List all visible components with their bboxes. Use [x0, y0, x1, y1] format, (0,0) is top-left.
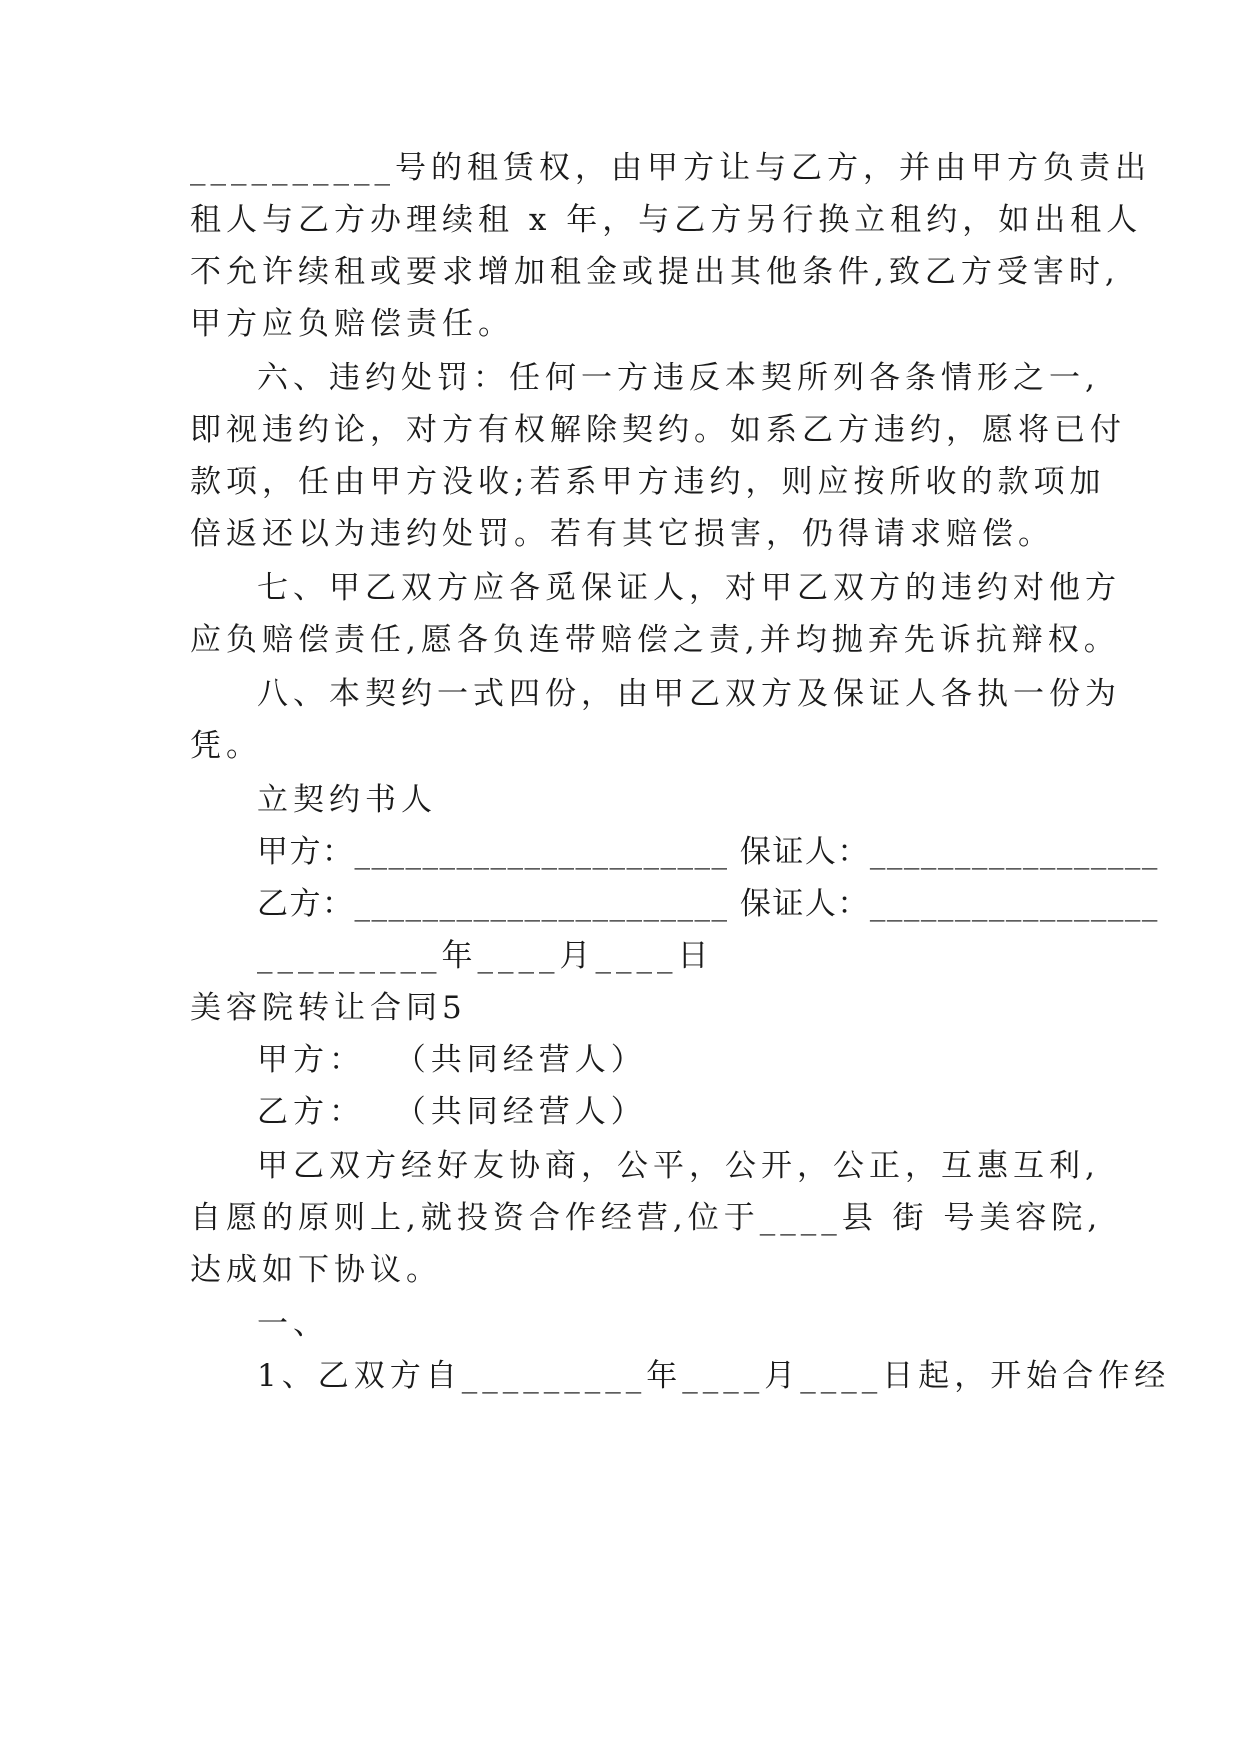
- text-line: 六、违约处罚：任何一方违反本契所列各条情形之一,: [257, 360, 1100, 396]
- text-line: 即视违约论，对方有权解除契约。如系乙方违约，愿将已付: [190, 412, 1126, 448]
- text-line: 甲乙双方经好友协商，公平，公开，公正，互惠互利,: [257, 1148, 1100, 1184]
- text-line: 1、乙双方自_________年____月____日起，开始合作经: [257, 1358, 1171, 1394]
- text-line: 自愿的原则上,就投资合作经营,位于____县 街 号美容院,: [190, 1200, 1103, 1236]
- text-line: 凭。: [190, 728, 262, 764]
- text-line: 七、甲乙双方应各觅保证人，对甲乙双方的违约对他方: [257, 570, 1121, 606]
- text-line: 不允许续租或要求增加租金或提出其他条件,致乙方受害时,: [190, 254, 1120, 290]
- text-line: 租人与乙方办理续租 x 年，与乙方另行换立租约，如出租人: [190, 202, 1143, 238]
- section-title: 美容院转让合同5: [190, 990, 467, 1026]
- text-line: 应负赔偿责任,愿各负连带赔偿之责,并均抛弃先诉抗辩权。: [190, 622, 1120, 658]
- text-line: 甲方应负赔偿责任。: [190, 306, 514, 342]
- text-line: _________年____月____日: [257, 938, 714, 974]
- text-line: 甲方： （共同经营人）: [257, 1042, 647, 1078]
- text-line: 八、本契约一式四份，由甲乙双方及保证人各执一份为: [257, 676, 1121, 712]
- text-line: 乙方：______________________ 保证人：_________________: [257, 886, 1159, 922]
- text-line: 倍返还以为违约处罚。若有其它损害，仍得请求赔偿。: [190, 516, 1054, 552]
- text-line: 达成如下协议。: [190, 1252, 442, 1288]
- text-line: 款项，任由甲方没收;若系甲方违约，则应按所收的款项加: [190, 464, 1106, 500]
- text-line: 甲方：______________________ 保证人：_________________: [257, 834, 1159, 870]
- text-line: 一、: [257, 1306, 329, 1342]
- text-line: 立契约书人: [257, 782, 437, 818]
- text-line: 乙方： （共同经营人）: [257, 1094, 647, 1130]
- text-line: __________号的租赁权，由甲方让与乙方，并由甲方负责出: [190, 150, 1151, 186]
